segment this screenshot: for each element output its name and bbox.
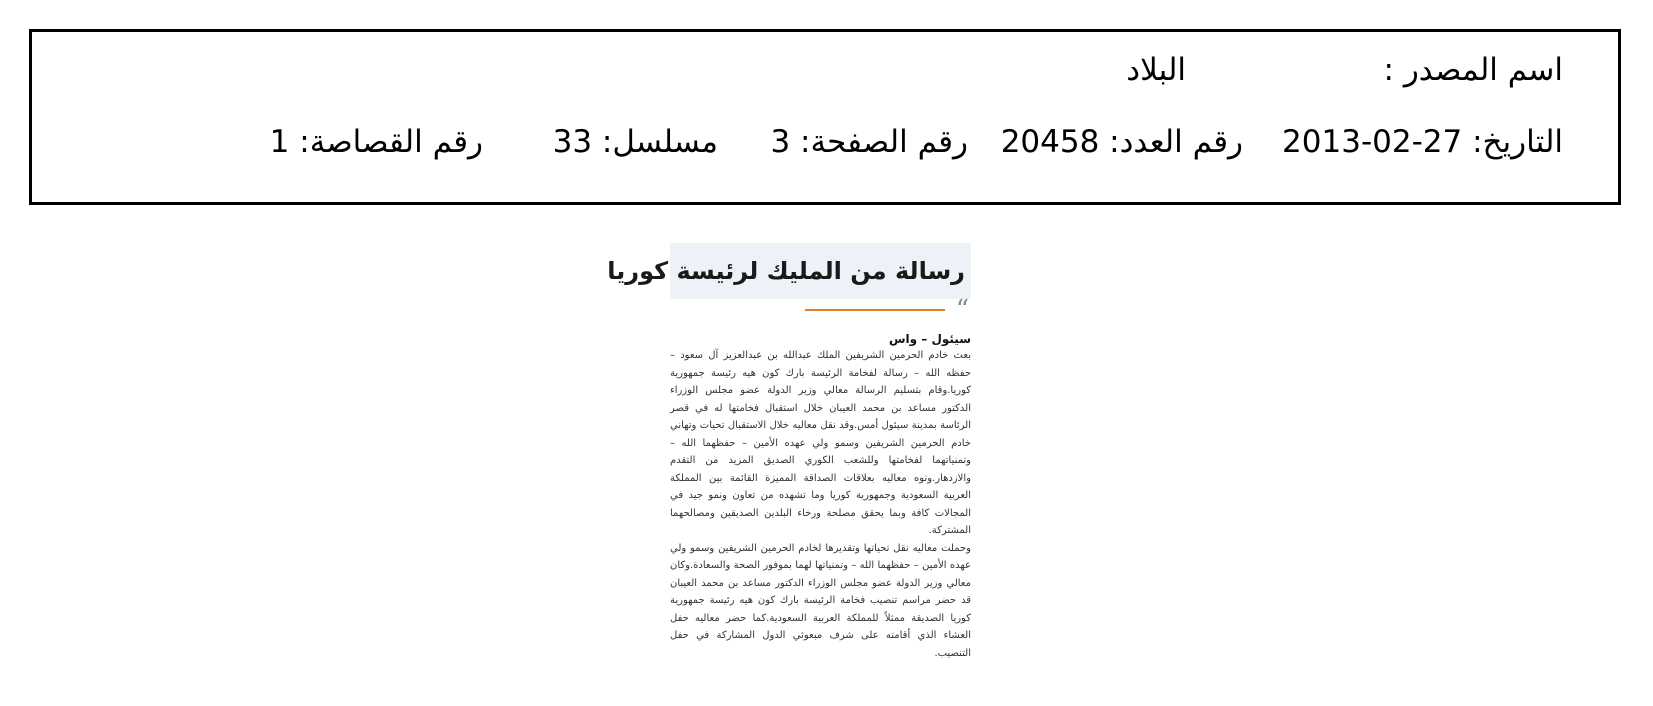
page-number-field: رقم الصفحة: 3 xyxy=(770,124,968,160)
article-paragraph-2: وحملت معاليه نقل تحياتها وتقديرها لخادم الحرمين الشريفين وسمو ولي عهده الأمين – حفظهما الله – وتمنياتها لهما بموفور الصحة والسعادة.وكان معالي وزير الدولة عضو مجلس الوزراء الدكتور مساعد بن محمد العيبان قد حضر مراسم تنصيب فخامة الرئيسة بارك كون هيه رئيسة جمهورية كوريا الصديقة ممثلاً للمملكة العربية السعودية.كما حضر معاليه حفل العشاء الذي أقامته على شرف مبعوثي الدول المشاركة في حفل التنصيب. xyxy=(670,542,971,659)
headline-banner xyxy=(607,243,971,299)
news-clipping xyxy=(607,243,971,662)
clip-number-field: رقم القصاصة: 1 xyxy=(269,124,483,160)
orange-rule xyxy=(805,309,945,311)
quote-divider xyxy=(670,295,971,325)
article-byline: سيئول – واس xyxy=(888,332,971,346)
source-label: اسم المصدر : xyxy=(1383,52,1563,88)
issue-number-field: رقم العدد: 20458 xyxy=(1000,124,1243,160)
article-paragraph-1: بعث خادم الحرمين الشريفين الملك عبدالله بن عبدالعزيز آل سعود – حفظه الله – رسالة لفخامة الرئيسة بارك كون هيه رئيسة جمهورية كوريا.وقام بتسليم الرسالة معالي وزير الدولة عضو مجلس الوزراء الدكتور مساعد بن محمد العيبان خلال استقبال فخامتها له في قصر الرئاسة بمدينة سيئول أمس.وقد نقل معاليه خلال الاستقبال تحيات وتهاني خادم الحرمين الشريفين وسمو ولي عهده الأمين – حفظهما الله – وتمنياتهما لفخامتها وللشعب الكوري الصديق المزيد من التقدم والازدهار.ونوه معاليه بعلاقات الصداقة المميزة القائمة بين المملكة العربية السعودية وجمهورية كوريا وما تشهده من تعاون ونمو جيد في المجالات كافة وبما يحقق مصلحة ورخاء البلدين الصديقين ومصالحهما المشتركة. xyxy=(670,350,971,536)
quote-icon: “ xyxy=(955,295,969,325)
source-value: البلاد xyxy=(1126,52,1186,88)
metadata-header xyxy=(29,29,1621,205)
serial-field: مسلسل: 33 xyxy=(552,124,718,160)
date-field: التاريخ: 27-02-2013 xyxy=(1282,124,1563,160)
article-headline: رسالة من المليك لرئيسة كوريا xyxy=(607,257,965,285)
